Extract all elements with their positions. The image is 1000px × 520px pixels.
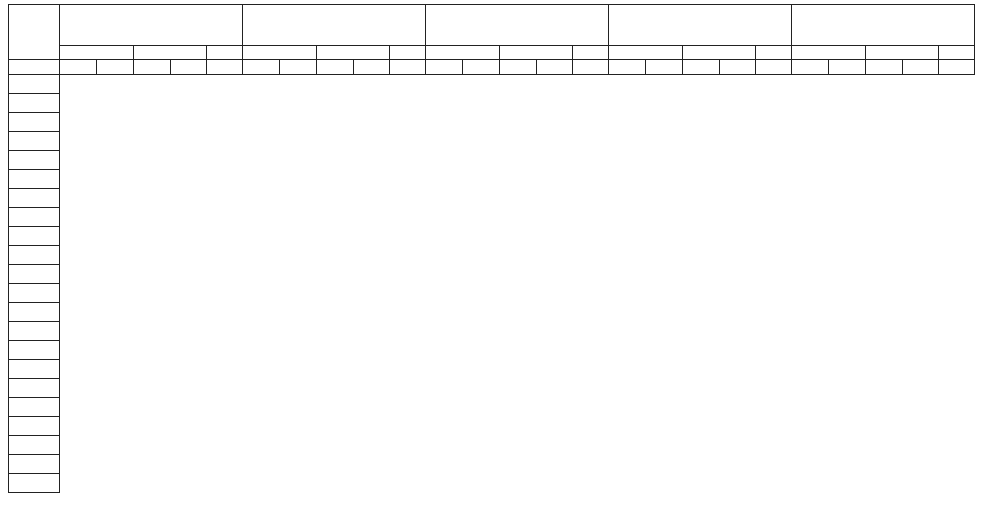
size-label — [9, 227, 60, 246]
table-row — [9, 398, 975, 417]
size-label — [9, 341, 60, 360]
table-row — [9, 322, 975, 341]
tolerance-header — [280, 60, 317, 75]
dimension-e-header — [207, 46, 243, 60]
base-value-header — [60, 60, 97, 75]
table-row — [9, 208, 975, 227]
table-row — [9, 417, 975, 436]
tolerance-header — [97, 60, 134, 75]
size-label — [9, 265, 60, 284]
size-label — [9, 246, 60, 265]
dimension-p-header — [426, 46, 500, 60]
base-value-header — [756, 60, 792, 75]
thread-size-header — [426, 5, 609, 46]
table-row — [9, 303, 975, 322]
table-row — [9, 113, 975, 132]
size-label — [9, 303, 60, 322]
table-row — [9, 284, 975, 303]
table-row — [9, 227, 975, 246]
tolerance-header — [171, 60, 207, 75]
size-label — [9, 436, 60, 455]
dimension-p-header — [243, 46, 317, 60]
table-row — [9, 455, 975, 474]
size-label — [9, 322, 60, 341]
tolerance-header — [646, 60, 683, 75]
dimension-h-header — [134, 46, 207, 60]
table-row — [9, 189, 975, 208]
nominal-diameter-header — [9, 5, 60, 60]
thread-dimension-table — [8, 4, 975, 493]
table-row — [9, 265, 975, 284]
table-row — [9, 170, 975, 189]
header-row-dimensions — [9, 46, 975, 60]
base-value-header — [426, 60, 463, 75]
table-row — [9, 151, 975, 170]
tolerance-header — [537, 60, 573, 75]
dimension-e-header — [756, 46, 792, 60]
dimension-h-header — [683, 46, 756, 60]
base-value-header — [683, 60, 720, 75]
base-value-header — [207, 60, 243, 75]
dimension-e-header — [939, 46, 975, 60]
size-label — [9, 417, 60, 436]
size-header — [9, 60, 60, 75]
table-row — [9, 94, 975, 113]
base-value-header — [939, 60, 975, 75]
tolerance-header — [354, 60, 390, 75]
size-label — [9, 189, 60, 208]
tolerance-header — [829, 60, 866, 75]
size-label — [9, 284, 60, 303]
dimension-h-header — [500, 46, 573, 60]
dimension-p-header — [609, 46, 683, 60]
thread-size-header — [792, 5, 975, 46]
thread-size-header — [243, 5, 426, 46]
size-label — [9, 360, 60, 379]
header-row-value-types — [9, 60, 975, 75]
size-label — [9, 474, 60, 493]
table-row — [9, 341, 975, 360]
table-row — [9, 474, 975, 493]
size-label — [9, 170, 60, 189]
thread-size-header — [60, 5, 243, 46]
size-label — [9, 94, 60, 113]
tolerance-header — [463, 60, 500, 75]
base-value-header — [500, 60, 537, 75]
base-value-header — [792, 60, 829, 75]
base-value-header — [609, 60, 646, 75]
base-value-header — [134, 60, 171, 75]
dimension-p-header — [60, 46, 134, 60]
base-value-header — [317, 60, 354, 75]
base-value-header — [573, 60, 609, 75]
base-value-header — [243, 60, 280, 75]
size-label — [9, 113, 60, 132]
tolerance-header — [903, 60, 939, 75]
tolerance-header — [720, 60, 756, 75]
dimension-h-header — [866, 46, 939, 60]
table-row — [9, 360, 975, 379]
table-row — [9, 436, 975, 455]
size-label — [9, 379, 60, 398]
size-label — [9, 132, 60, 151]
dimension-h-header — [317, 46, 390, 60]
table-row — [9, 379, 975, 398]
table-row — [9, 132, 975, 151]
dimension-e-header — [573, 46, 609, 60]
thread-size-header — [609, 5, 792, 46]
size-label — [9, 455, 60, 474]
size-label — [9, 75, 60, 94]
dimension-p-header — [792, 46, 866, 60]
table-row — [9, 75, 975, 94]
table-row — [9, 246, 975, 265]
size-label — [9, 208, 60, 227]
header-row-threads — [9, 5, 975, 46]
base-value-header — [390, 60, 426, 75]
base-value-header — [866, 60, 903, 75]
size-label — [9, 151, 60, 170]
dimension-e-header — [390, 46, 426, 60]
spec-table-container — [8, 4, 975, 493]
size-label — [9, 398, 60, 417]
